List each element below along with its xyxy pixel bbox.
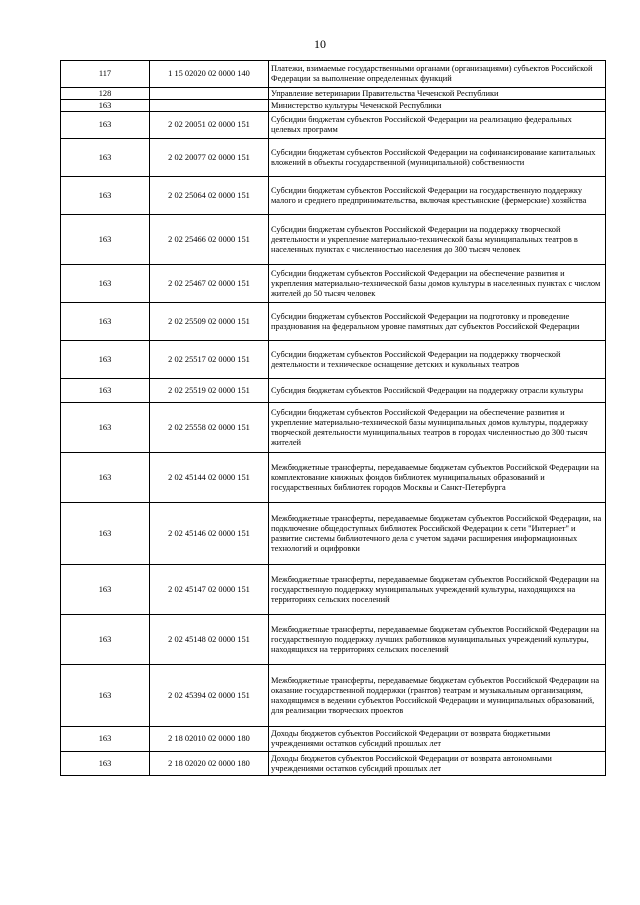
- revenue-code-cell: 2 02 25064 02 0000 151: [150, 177, 269, 215]
- table-row: [61, 215, 606, 265]
- revenue-code-cell: 2 02 45148 02 0000 151: [150, 615, 269, 665]
- revenue-name-cell: Субсидии бюджетам субъектов Российской Федерации на обеспечение развития и укрепления материально-технической базы домов культуры в населенных пунктах с числом жителей до 50 тысяч человек: [269, 265, 606, 303]
- revenue-name-cell: Субсидия бюджетам субъектов Российской Федерации на поддержку отрасли культуры: [269, 379, 606, 403]
- revenue-name-cell: Доходы бюджетов субъектов Российской Федерации от возврата бюджетными учреждениями остатков субсидий прошлых лет: [269, 727, 606, 752]
- revenue-name-cell: Межбюджетные трансферты, передаваемые бюджетам субъектов Российской Федерации на комплектование книжных фондов библиотек муниципальных образований и государственных библиотек городов Москвы и Санкт-Петербурга: [269, 453, 606, 503]
- table-row: [61, 565, 606, 615]
- revenue-code-cell: 2 02 25519 02 0000 151: [150, 379, 269, 403]
- admin-code-cell: 163: [61, 303, 150, 341]
- table-row: [61, 752, 606, 776]
- revenue-code-cell: 2 02 25466 02 0000 151: [150, 215, 269, 265]
- table-row: [61, 341, 606, 379]
- table-row: [61, 615, 606, 665]
- revenue-name-cell: Субсидии бюджетам субъектов Российской Федерации на подготовку и проведение празднования на федеральном уровне памятных дат субъектов Российской Федерации: [269, 303, 606, 341]
- revenue-name-cell: Субсидии бюджетам субъектов Российской Федерации на реализацию федеральных целевых программ: [269, 112, 606, 139]
- admin-code-cell: 163: [61, 453, 150, 503]
- admin-code-cell: 163: [61, 665, 150, 727]
- table-row: [61, 265, 606, 303]
- page-number: 10: [314, 37, 326, 51]
- admin-code-cell: 163: [61, 341, 150, 379]
- admin-code-cell: 163: [61, 752, 150, 776]
- table-row: [61, 727, 606, 752]
- revenue-name-cell: Субсидии бюджетам субъектов Российской Федерации на поддержку творческой деятельности и техническое оснащение детских и кукольных театров: [269, 341, 606, 379]
- table-row: [61, 503, 606, 565]
- table-row: [61, 665, 606, 727]
- admin-code-cell: 163: [61, 565, 150, 615]
- revenue-name-cell: Платежи, взимаемые государственными органами (организациями) субъектов Российской Федерации за выполнение определенных функций: [269, 61, 606, 88]
- revenue-code-cell: 2 02 45394 02 0000 151: [150, 665, 269, 727]
- revenue-code-cell: 2 02 25517 02 0000 151: [150, 341, 269, 379]
- table-row: [61, 403, 606, 453]
- revenue-name-cell: Субсидии бюджетам субъектов Российской Федерации на обеспечение развития и укрепление материально-технической базы муниципальных домов культуры, поддержку творческой деятельности муниципальных театров в городах численностью до 300 тысяч жителей: [269, 403, 606, 453]
- revenue-code-cell: 2 02 25467 02 0000 151: [150, 265, 269, 303]
- admin-code-cell: 117: [61, 61, 150, 88]
- revenue-code-cell: [150, 100, 269, 112]
- table-row: [61, 453, 606, 503]
- admin-code-cell: 128: [61, 88, 150, 100]
- revenue-name-cell: Субсидии бюджетам субъектов Российской Федерации на поддержку творческой деятельности и укрепление материально-технической базы муниципальных театров в населенных пунктах с численностью населения до 300 тысяч человек: [269, 215, 606, 265]
- admin-code-cell: 163: [61, 177, 150, 215]
- admin-code-cell: 163: [61, 100, 150, 112]
- admin-code-cell: 163: [61, 112, 150, 139]
- revenue-code-cell: 2 02 25509 02 0000 151: [150, 303, 269, 341]
- revenue-name-cell: Межбюджетные трансферты, передаваемые бюджетам субъектов Российской Федерации на государственную поддержку лучших работников муниципальных учреждений культуры, находящихся на территориях сельских поселений: [269, 615, 606, 665]
- revenue-code-cell: 2 02 45144 02 0000 151: [150, 453, 269, 503]
- table-row: [61, 379, 606, 403]
- revenue-code-cell: 2 02 25558 02 0000 151: [150, 403, 269, 453]
- revenue-name-cell: Межбюджетные трансферты, передаваемые бюджетам субъектов Российской Федерации на государственную поддержку муниципальных учреждений культуры, находящихся на территориях сельских поселений: [269, 565, 606, 615]
- admin-code-cell: 163: [61, 615, 150, 665]
- table-row: [61, 139, 606, 177]
- revenue-name-cell: Управление ветеринарии Правительства Чеченской Республики: [269, 88, 606, 100]
- table-row: [61, 100, 606, 112]
- revenue-code-cell: 2 18 02020 02 0000 180: [150, 752, 269, 776]
- admin-code-cell: 163: [61, 503, 150, 565]
- revenue-name-cell: Межбюджетные трансферты, передаваемые бюджетам субъектов Российской Федерации на оказание государственной поддержки (грантов) театрам и музыкальным организациям, находящимся в ведении субъектов Российской Федерации и муниципальных образований, для реализации творческих проектов: [269, 665, 606, 727]
- admin-code-cell: 163: [61, 403, 150, 453]
- table-row: [61, 177, 606, 215]
- table-row: [61, 303, 606, 341]
- admin-code-cell: 163: [61, 215, 150, 265]
- admin-code-cell: 163: [61, 379, 150, 403]
- revenue-code-cell: 1 15 02020 02 0000 140: [150, 61, 269, 88]
- revenue-code-cell: 2 02 45146 02 0000 151: [150, 503, 269, 565]
- revenue-name-cell: Субсидии бюджетам субъектов Российской Федерации на государственную поддержку малого и среднего предпринимательства, включая крестьянские (фермерские) хозяйства: [269, 177, 606, 215]
- revenue-name-cell: Доходы бюджетов субъектов Российской Федерации от возврата автономными учреждениями остатков субсидий прошлых лет: [269, 752, 606, 776]
- revenue-code-cell: 2 18 02010 02 0000 180: [150, 727, 269, 752]
- admin-code-cell: 163: [61, 139, 150, 177]
- table-row: [61, 61, 606, 88]
- revenue-code-cell: 2 02 45147 02 0000 151: [150, 565, 269, 615]
- budget-classification-table: [60, 60, 606, 776]
- revenue-name-cell: Межбюджетные трансферты, передаваемые бюджетам субъектов Российской Федерации, на подключение общедоступных библиотек Российской Федерации к сети "Интернет" и развитие системы библиотечного дела с учетом задачи расширения информационных технологий и оцифровки: [269, 503, 606, 565]
- revenue-code-cell: 2 02 20077 02 0000 151: [150, 139, 269, 177]
- revenue-code-cell: 2 02 20051 02 0000 151: [150, 112, 269, 139]
- table-row: [61, 112, 606, 139]
- admin-code-cell: 163: [61, 265, 150, 303]
- revenue-name-cell: Субсидии бюджетам субъектов Российской Федерации на софинансирование капитальных вложений в объекты государственной (муниципальной) собственности: [269, 139, 606, 177]
- revenue-code-cell: [150, 88, 269, 100]
- admin-code-cell: 163: [61, 727, 150, 752]
- table-body: [61, 61, 606, 776]
- table-row: [61, 88, 606, 100]
- revenue-name-cell: Министерство культуры Чеченской Республики: [269, 100, 606, 112]
